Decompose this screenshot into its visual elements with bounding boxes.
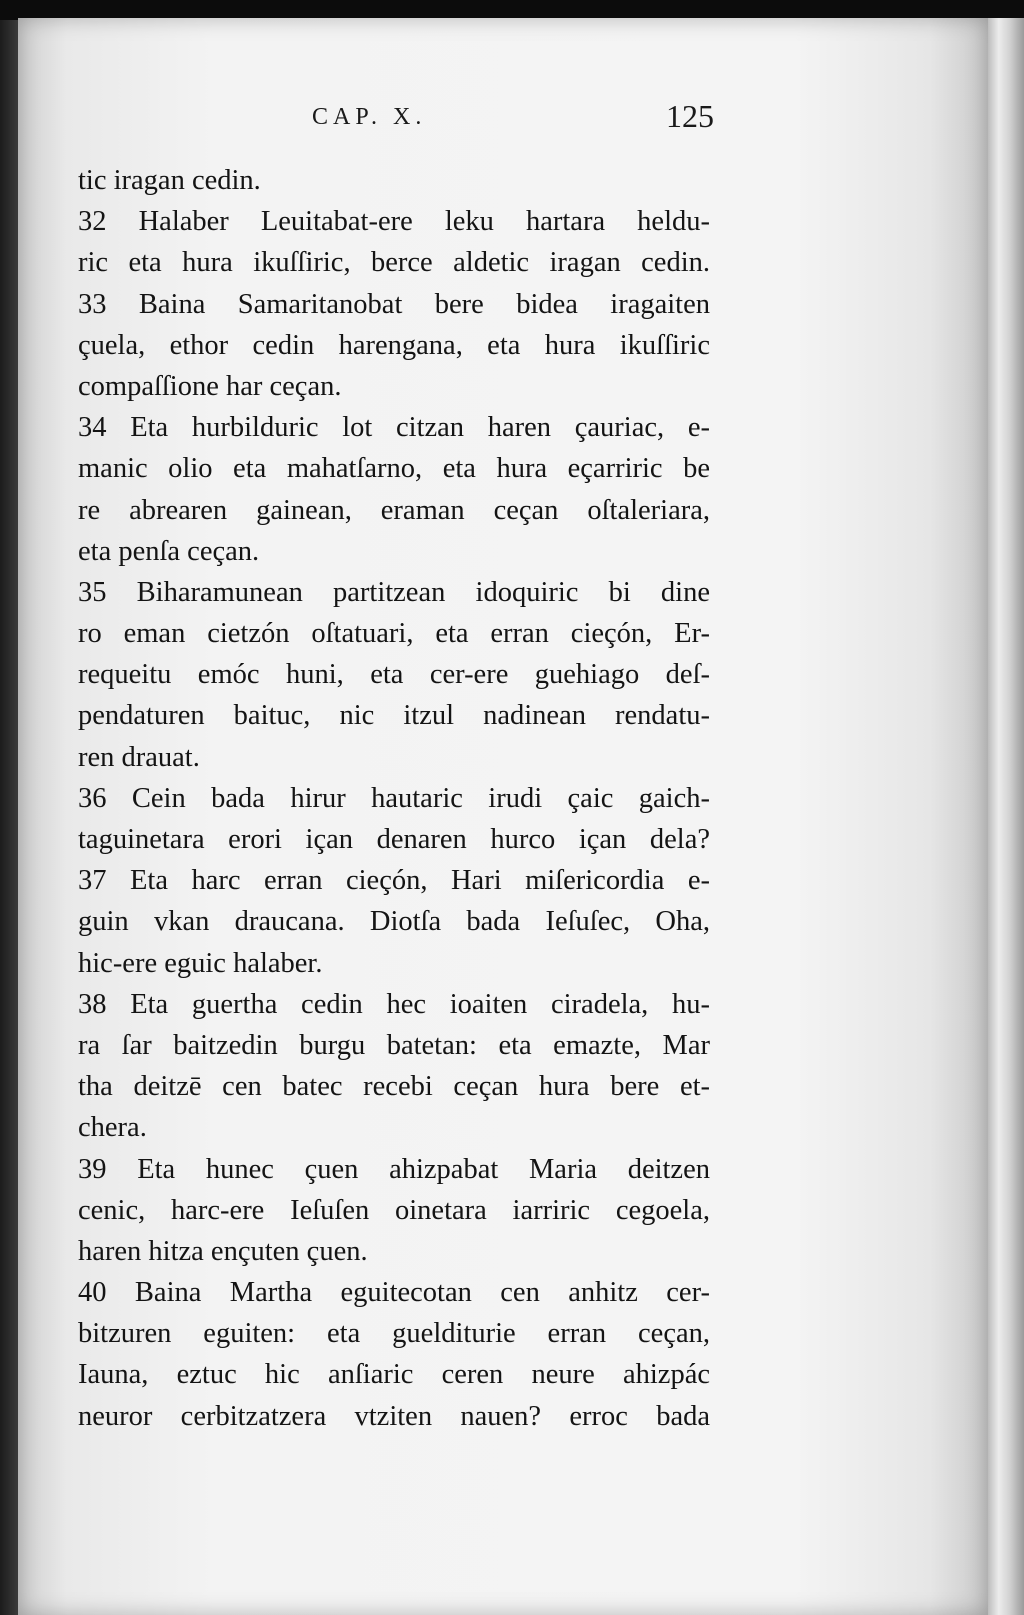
text-line: ren drauat. bbox=[78, 741, 200, 773]
text-line: eta penſa ceçan. bbox=[78, 535, 260, 567]
text-line: guin vkan draucana. Diotſa bada Ieſuſec, Oha, bbox=[78, 906, 710, 938]
text-line: tha deitzē cen batec recebi ceçan hura bere et- bbox=[78, 1071, 710, 1103]
text-line: tic iragan cedin. bbox=[78, 165, 261, 196]
chapter-title: CAP. X. bbox=[312, 104, 427, 130]
text-line: Iauna, eztuc hic anſiaric ceren neure ahizpác bbox=[78, 1359, 710, 1391]
text-line: ric eta hura ikuſſiric, berce aldetic iragan cedin. bbox=[78, 247, 710, 279]
text-line: taguinetara erori içan denaren hurco içan dela? bbox=[78, 824, 710, 855]
text-line: 36 Cein bada hirur hautaric irudi çaic gaich- bbox=[78, 782, 710, 814]
text-line: re abrearen gainean, eraman ceçan oſtaleriara, bbox=[78, 494, 710, 526]
text-line: 32 Halaber Leuitabat-ere leku hartara heldu- bbox=[78, 206, 710, 238]
page-edge bbox=[988, 18, 1024, 1615]
text-line: 34 Eta hurbilduric lot citzan haren çauriac, e- bbox=[78, 412, 710, 444]
text-line: 38 Eta guertha cedin hec ioaiten ciradela, hu- bbox=[78, 988, 710, 1020]
text-line: 39 Eta hunec çuen ahizpabat Maria deitzen bbox=[78, 1153, 710, 1185]
text-line: haren hitza ençuten çuen. bbox=[78, 1235, 368, 1267]
text-line: neuror cerbitzatzera vtziten nauen? erroc bada bbox=[78, 1400, 710, 1432]
running-header bbox=[300, 98, 714, 138]
text-line: requeitu emóc huni, eta cer-ere guehiago deſ- bbox=[78, 659, 710, 691]
book-spine bbox=[0, 20, 18, 1615]
text-line: 35 Biharamunean partitzean idoquiric bi dine bbox=[78, 576, 710, 608]
page-number: 125 bbox=[666, 98, 714, 134]
text-line: 37 Eta harc erran cieçón, Hari miſericordia e- bbox=[78, 865, 710, 897]
text-line: hic-ere eguic halaber. bbox=[78, 947, 323, 979]
text-line: çuela, ethor cedin harengana, eta hura ikuſſiric bbox=[78, 329, 710, 361]
text-line: chera. bbox=[78, 1112, 147, 1144]
text-line: manic olio eta mahatſarno, eta hura eçarriric be bbox=[78, 453, 710, 485]
text-line: compaſſione har ceçan. bbox=[78, 370, 342, 402]
text-line: ra ſar baitzedin burgu batetan: eta emazte, Mar bbox=[78, 1029, 710, 1061]
text-line: 40 Baina Martha eguitecotan cen anhitz cer- bbox=[78, 1277, 710, 1309]
text-line: 33 Baina Samaritanobat bere bidea iragaiten bbox=[78, 288, 710, 320]
body-text bbox=[78, 160, 710, 1437]
text-line: ro eman cietzón oſtatuari, eta erran cieçón, Er- bbox=[78, 618, 710, 650]
text-line: bitzuren eguiten: eta guelditurie erran ceçan, bbox=[78, 1318, 710, 1350]
text-line: cenic, harc-ere Ieſuſen oinetara iarriric cegoela, bbox=[78, 1194, 710, 1226]
text-line: pendaturen baituc, nic itzul nadinean rendatu- bbox=[78, 700, 710, 732]
